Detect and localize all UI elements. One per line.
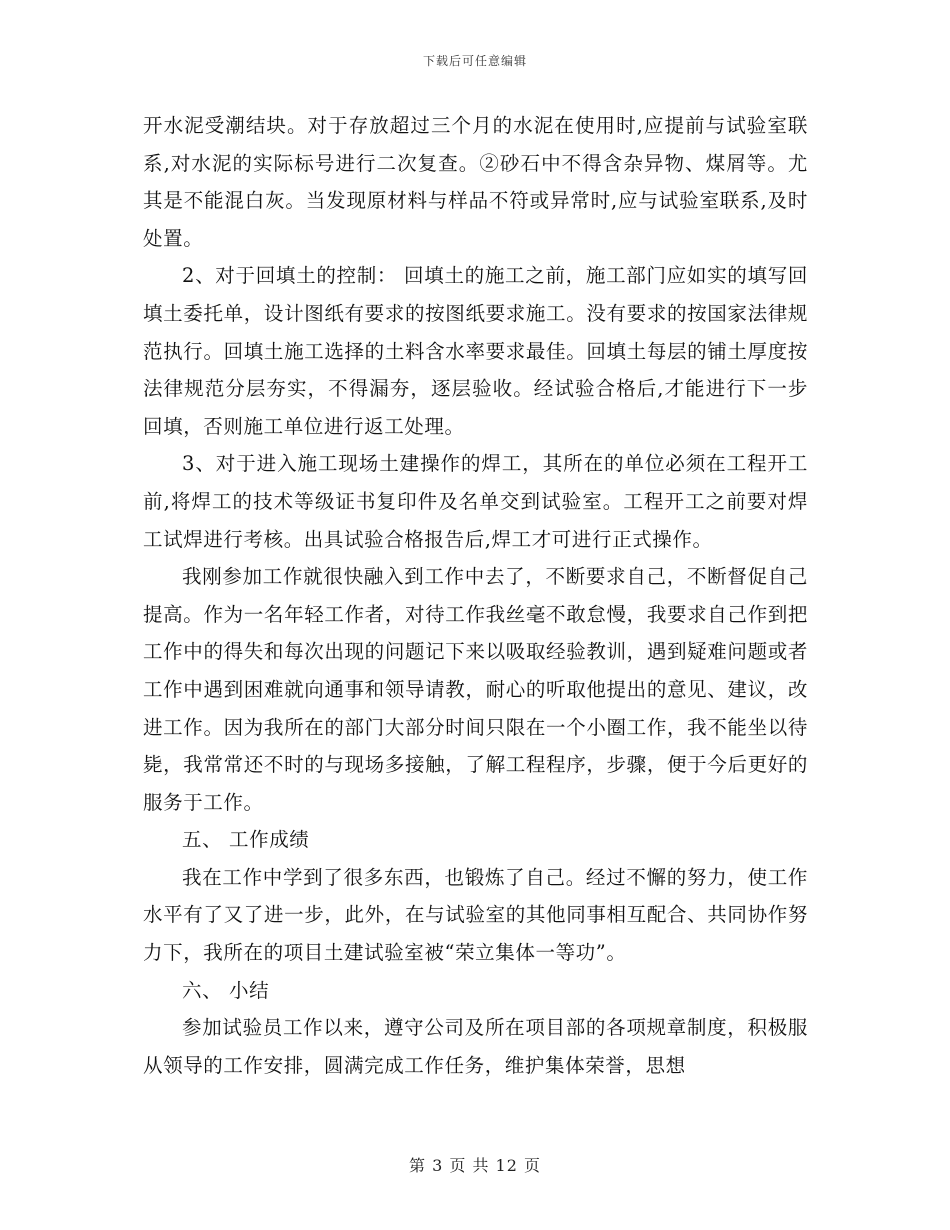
page-footer-number: 第 3 页 共 12 页 xyxy=(409,1156,541,1175)
paragraph-1: 开水泥受潮结块。对于存放超过三个月的水泥在使用时,应提前与试验室联系,对水泥的实际标号进行二次复查。②砂石中不得含杂异物、煤屑等。尤其是不能混白灰。当发现原材料与样品不符或异常时,应与试验室联系,及时处置。 xyxy=(143,114,808,250)
paragraph-2: 2、对于回填土的控制： 回填土的施工之前，施工部门应如实的填写回填土委托单，设计图纸有要求的按图纸要求施工。没有要求的按国家法律规范执行。回填土施工选择的土料含水率要求最佳。回填土每层的铺土厚度按法律规范分层夯实，不得漏夯，逐层验收。经试验合格后,才能进行下一步回填，否则施工单位进行返工处理。 xyxy=(143,264,808,438)
section-heading-5: 五、 工作成绩 xyxy=(182,828,310,852)
paragraph-8: 参加试验员工作以来，遵守公司及所在项目部的各项规章制度，积极服从领导的工作安排，圆满完成工作任务，维护集体荣誉，思想 xyxy=(143,1016,808,1077)
paragraph-6: 我在工作中学到了很多东西，也锻炼了自己。经过不懈的努力，使工作水平有了又了进一步，此外，在与试验室的其他同事相互配合、共同协作努力下，我所在的项目土建试验室被“荣立集体一等功”。 xyxy=(143,865,808,965)
page-header-note: 下载后可任意编辑 xyxy=(422,54,527,68)
document-body xyxy=(143,107,808,1084)
paragraph-4: 我刚参加工作就很快融入到工作中去了，不断要求自己，不断督促自己提高。作为一名年轻工作者，对待工作我丝毫不敢怠慢，我要求自己作到把工作中的得失和每次出现的问题记下来以吸取经验教训，遇到疑难问题或者工作中遇到困难就向通事和领导请教，耐心的听取他提出的意见、建议，改进工作。因为我所在的部门大部分时间只限在一个小圈工作，我不能坐以待毙，我常常还不时的与现场多接触，了解工程程序，步骤，便于今后更好的服务于工作。 xyxy=(143,565,808,814)
paragraph-3: 3、对于进入施工现场土建操作的焊工，其所在的单位必须在工程开工前,将焊工的技术等级证书复印件及名单交到试验室。工程开工之前要对焊工试焊进行考核。出具试验合格报告后,焊工才可进行正式操作。 xyxy=(143,452,808,551)
section-heading-6: 六、 小结 xyxy=(182,978,270,1002)
